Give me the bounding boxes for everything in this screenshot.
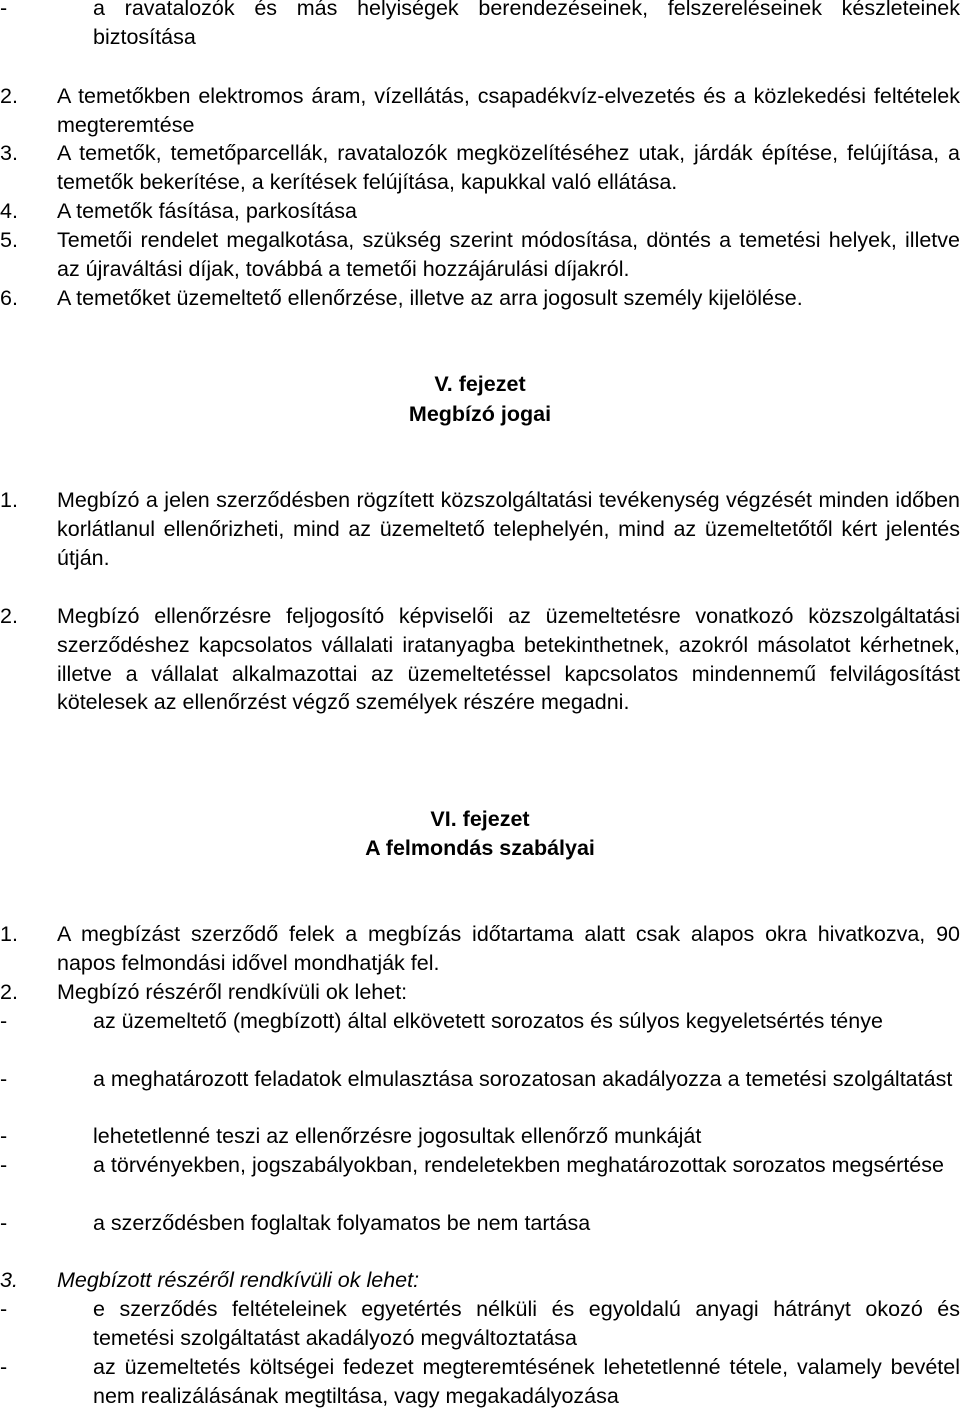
list-item-text: a szerződésben foglaltak folyamatos be nem tartása [93,1211,591,1235]
list-marker: 2. [0,604,18,628]
list-item-text: A temetők, temetőparcellák, ravatalozók megközelítéséhez utak, járdák építése, felújítása, a temetők bekerítése, a kerítések felújítása, kapukkal való ellátása. [57,141,960,194]
list-item-text: A megbízást szerződő felek a megbízás időtartama alatt csak alapos okra hivatkozva, 90 napos felmondási idővel mondhatják fel. [57,922,960,975]
list-marker: - [0,1067,8,1091]
sub-list-item [0,1295,960,1353]
list-item-text: az üzemeltető (megbízott) által elkövetett sorozatos és súlyos kegyeletsértés ténye [93,1009,883,1033]
list-marker: 3. [0,1268,18,1292]
list-marker: 5. [0,228,18,252]
list-item-text: A temetők fásítása, parkosítása [57,199,357,223]
list-item [0,920,960,978]
list-item-text: Megbízott részéről rendkívüli ok lehet: [57,1268,420,1292]
list-marker: - [0,1355,8,1379]
list-marker: 4. [0,199,18,223]
list-item-text: Megbízó a jelen szerződésben rögzített közszolgáltatási tevékenység végzését minden időben korlátlanul ellenőrizheti, mind az üzemeltető telephelyén, mind az üzemeltetőtől kért jelentés útján. [57,488,960,570]
list-item [0,0,960,52]
sub-list-item [0,1209,960,1238]
list-item [0,486,960,572]
list-marker: - [0,1009,8,1033]
list-item [0,197,960,226]
chapter-number: V. fejezet [434,372,526,396]
list-marker: - [0,1297,8,1321]
list-marker: - [0,1124,8,1148]
list-item-text: A temetőket üzemeltető ellenőrzése, illetve az arra jogosult személy kijelölése. [57,286,803,310]
list-item-text: Temetői rendelet megalkotása, szükség szerint módosítása, döntés a temetési helyek, illetve az újraváltási díjak, továbbá a temetői hozzájárulási díjakról. [57,228,960,281]
list-item [0,1266,960,1295]
list-item [0,139,960,197]
list-item-text: e szerződés feltételeinek egyetértés nélküli és egyoldalú anyagi hátrányt okozó és temetési szolgáltatást akadályozó megváltoztatása [93,1297,960,1350]
sub-list-item [0,1353,960,1411]
sub-list-item [0,1065,960,1094]
list-item-text: lehetetlenné teszi az ellenőrzésre jogosultak ellenőrző munkáját [93,1124,702,1148]
sub-list-item [0,1122,960,1151]
list-item-text: A temetőkben elektromos áram, vízellátás, csapadékvíz-elvezetés és a közlekedési feltételek megteremtése [57,84,960,137]
chapter-title: A felmondás szabályai [365,836,595,860]
list-marker: - [0,1211,8,1235]
list-marker: 6. [0,286,18,310]
list-item-text: a meghatározott feladatok elmulasztása sorozatosan akadályozza a temetési szolgáltatást [93,1067,953,1091]
list-marker: 2. [0,84,18,108]
list-item [0,602,960,717]
list-marker: 2. [0,980,18,1004]
list-item-text: a ravatalozók és más helyiségek berendezéseinek, felszereléseinek készleteinek biztosítása [93,0,960,49]
sub-list-item [0,1151,960,1180]
chapter-title: Megbízó jogai [408,402,552,426]
list-marker: - [0,1153,8,1177]
list-marker: 1. [0,488,18,512]
list-item-text: az üzemeltetés költségei fedezet megteremtésének lehetetlenné tétele, valamely bevétel nem realizálásának megtiltása, vagy megakadályozása [93,1355,960,1408]
list-marker: 1. [0,922,18,946]
list-item [0,82,960,140]
list-marker: - [0,0,8,20]
list-item [0,978,960,1007]
list-item-text: Megbízó ellenőrzésre feljogosító képviselői az üzemeltetésre vonatkozó közszolgáltatási szerződéshez kapcsolatos vállalati iratanyagba betekinthetnek, azokról másolatot kérhetnek, illetve a vállalat alkalmazottai az üzemeltetéssel kapcsolatos mindennemű felvilágosítást kötelesek az ellenőrzést végző személyek részére megadni. [57,604,960,715]
list-item [0,226,960,284]
sub-list-item [0,1007,960,1036]
chapter-number: VI. fejezet [430,807,530,831]
list-marker: 3. [0,141,18,165]
list-item [0,284,960,313]
list-item-text: a törvényekben, jogszabályokban, rendeletekben meghatározottak sorozatos megsértése [93,1153,944,1177]
list-item-text: Megbízó részéről rendkívüli ok lehet: [57,980,408,1004]
